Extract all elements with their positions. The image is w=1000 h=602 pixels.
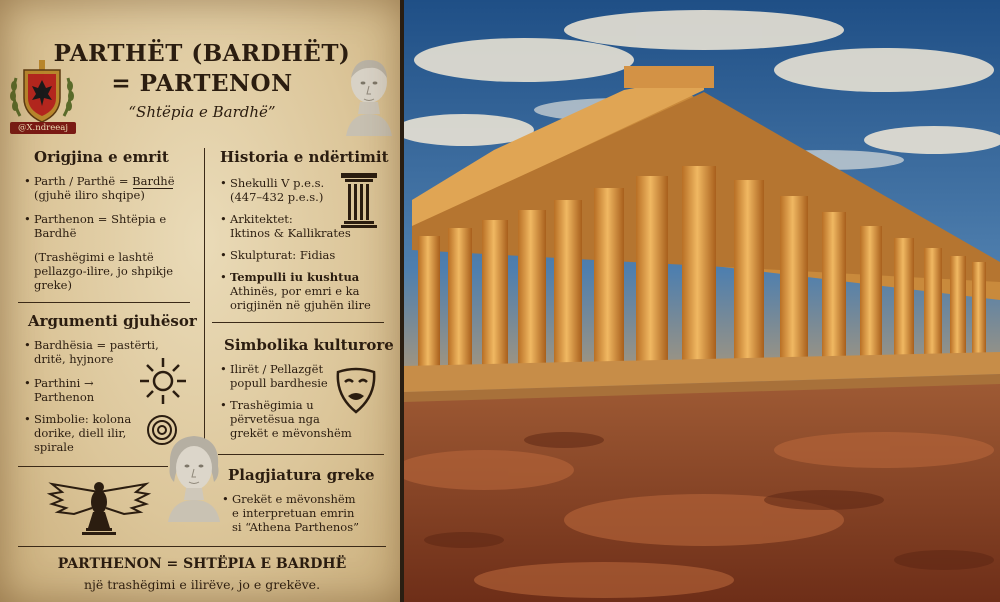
infographic-poster: [0, 0, 404, 602]
linguistic-bullet-2-cont: Parthenon: [34, 390, 95, 404]
history-bullet-3: Skulpturat: Fidias: [230, 248, 336, 262]
bullet-dot: •: [220, 362, 227, 376]
bullet-dot: •: [24, 412, 31, 426]
greek-bust-icon: [162, 432, 226, 522]
origin-bullet-1-note: (gjuhë iliro shqipe): [34, 188, 145, 202]
section-heading-plagiarism: Plagjiatura greke: [228, 466, 375, 484]
marble-bust-icon: [340, 56, 398, 138]
parthenon-illustration: [404, 0, 1000, 602]
divider: [218, 454, 384, 455]
bullet-dot: •: [24, 376, 31, 390]
section-heading-linguistic: Argumenti gjuhësor: [28, 312, 197, 330]
origin-bullet-2-cont: Bardhë: [34, 226, 77, 240]
plagiarism-bullet-1-cont: e interpretuan emrin: [232, 506, 355, 520]
origin-note-line1: (Trashëgimi e lashtë: [34, 250, 154, 264]
parthenon-photo: [404, 0, 1000, 602]
bullet-dot: •: [222, 492, 229, 506]
divider: [18, 302, 190, 303]
origin-note-line2: pellazgo-ilire, jo shpikje: [34, 264, 174, 278]
linguistic-bullet-3-cont2: spirale: [34, 440, 74, 454]
cultural-bullet-2-cont: përvetësua nga: [230, 412, 320, 426]
bullet-dot: •: [24, 338, 31, 352]
emblem-caption: @X.ndreeaj: [18, 123, 68, 133]
divider: [212, 322, 384, 323]
history-bullet-1: Shekulli V p.e.s.: [230, 176, 325, 190]
linguistic-bullet-3-cont: dorike, diell ilir,: [34, 426, 127, 440]
sun-icon: [138, 356, 188, 406]
divider: [18, 466, 168, 467]
column-divider: [204, 148, 205, 468]
double-headed-eagle-icon: [44, 478, 154, 536]
cultural-bullet-2-cont2: grekët e mëvonshëm: [230, 426, 352, 440]
origin-bullet-2: Parthenon = Shtëpia e: [34, 212, 167, 226]
linguistic-bullet-1: Bardhësia = pastërti,: [34, 338, 159, 352]
bullet-dot: •: [220, 398, 227, 412]
linguistic-bullet-3: Simbolie: kolona: [34, 412, 132, 426]
history-bullet-4-cont: Athinës, por emri e ka: [230, 284, 360, 298]
plagiarism-bullet-1: Grekët e mëvonshëm: [232, 492, 356, 506]
linguistic-bullet-2: Parthini →: [34, 376, 94, 390]
plagiarism-bullet-1-cont2: si “Athena Parthenos”: [232, 520, 360, 534]
footer-headline: PARTHENON = SHTËPIA E BARDHË: [57, 556, 347, 572]
cultural-bullet-2: Trashëgimia u: [230, 398, 314, 412]
poster-title-line1: PARTHËT (BARDHËT): [53, 40, 351, 67]
history-bullet-2-cont: Iktinos & Kallikrates: [230, 226, 351, 240]
section-heading-history: Historia e ndërtimit: [220, 148, 389, 166]
bullet-dot: •: [220, 248, 227, 262]
cultural-bullet-1: Ilirët / Pellazgët: [230, 362, 324, 376]
history-bullet-4-cont2: origjinën në gjuhën ilire: [230, 298, 371, 312]
footer-tagline: një trashëgimi e ilirëve, jo e grekëve.: [83, 577, 321, 592]
theatre-mask-icon: [334, 366, 378, 414]
bullet-dot: •: [220, 176, 227, 190]
poster-title-line2: = PARTENON: [111, 70, 293, 97]
doric-column-icon: [340, 172, 378, 228]
bullet-dot: •: [220, 212, 227, 226]
bullet-dot: •: [24, 174, 31, 188]
history-bullet-4: Tempulli iu kushtua: [230, 270, 360, 284]
poster-subtitle: “Shtëpia e Bardhë”: [128, 103, 276, 121]
history-bullet-2: Arkitektet:: [230, 212, 293, 226]
bullet-dot: •: [220, 270, 227, 284]
linguistic-bullet-1-cont: dritë, hyjnore: [34, 352, 114, 366]
section-heading-cultural: Simbolika kulturore: [224, 336, 394, 354]
origin-bullet-1: Parth / Parthë = Bardhë: [34, 174, 175, 188]
section-heading-origin: Origjina e emrit: [34, 148, 169, 166]
history-bullet-1-cont: (447–432 p.e.s.): [230, 190, 324, 204]
origin-note-line3: greke): [34, 278, 72, 292]
footer-divider: [18, 546, 386, 547]
bullet-dot: •: [24, 212, 31, 226]
cultural-bullet-1-cont: popull bardhesie: [230, 376, 328, 390]
